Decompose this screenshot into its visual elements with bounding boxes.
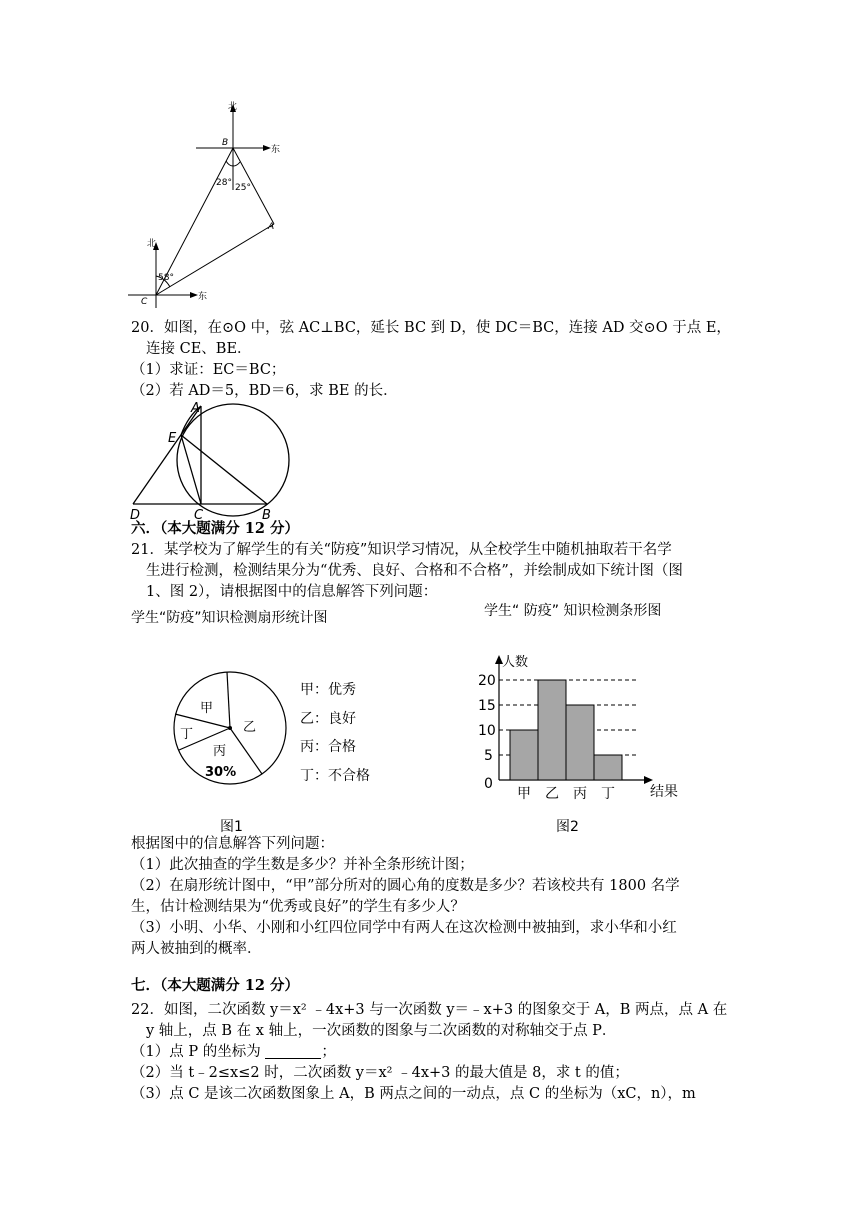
q20-line2: 连接 CE、BE． bbox=[146, 341, 252, 357]
angle-25-label: 25° bbox=[235, 183, 251, 193]
legend-ding: 丁：不合格 bbox=[300, 767, 370, 784]
q21-part1: （1）此次抽查的学生数是多少？并补全条形统计图； bbox=[131, 857, 474, 873]
east-arrow-top bbox=[263, 145, 271, 151]
east-label-top: 东 bbox=[271, 145, 281, 155]
point-c-label: C bbox=[141, 297, 148, 307]
label-a: A bbox=[191, 401, 200, 416]
q22-part2: （2）当 t﹣2≤x≤2 时，二次函数 y＝x² ﹣4x+3 的最大值是 8，求 t 的值； bbox=[131, 1065, 629, 1081]
q21-line2: 生进行检测，检测结果分为“优秀、良好、合格和不合格”，并绘制成如下统计图（图 bbox=[146, 563, 683, 579]
pie-label-jia: 甲 bbox=[200, 701, 214, 716]
q21-line1: 21．某学校为了解学生的有关“防疫”知识学习情况，从全校学生中随机抽取若干名学 bbox=[131, 542, 672, 558]
bearing-figure bbox=[120, 96, 290, 310]
circle-figure bbox=[128, 398, 298, 522]
label-d: D bbox=[130, 508, 141, 522]
y-tick-label: 15 bbox=[478, 698, 496, 714]
angle-58-label: 58° bbox=[158, 273, 174, 283]
q22-part1-end: ； bbox=[321, 1044, 336, 1060]
label-c: C bbox=[194, 508, 204, 522]
q22-part1 bbox=[131, 1042, 336, 1062]
point-b-label: B bbox=[222, 138, 229, 148]
q21-line3: 1、图 2），请根据图中的信息解答下列问题： bbox=[146, 584, 438, 600]
fig1-caption: 图1 bbox=[220, 819, 243, 835]
q21-part3a: （3）小明、小华、小刚和小红四位同学中有两人在这次检测中被抽到，求小华和小红 bbox=[131, 920, 677, 936]
bar-0 bbox=[510, 730, 538, 780]
pie-center bbox=[228, 726, 232, 730]
pie-legend bbox=[300, 676, 370, 790]
bar-1 bbox=[538, 680, 566, 780]
pie-label-yi: 乙 bbox=[243, 720, 257, 735]
q21-part3b: 两人被抽到的概率． bbox=[131, 941, 262, 957]
q20-line1: 20．如图，在⊙O 中，弦 AC⊥BC，延长 BC 到 D，使 DC＝BC，连接 AD 交⊙O 于点 E， bbox=[131, 320, 731, 336]
q22-part3: （3）点 C 是该二次函数图象上 A，B 两点之间的一动点，点 C 的坐标为（xC，n），m bbox=[131, 1086, 696, 1102]
bar-chart-title: 学生“ 防疫” 知识检测条形图 bbox=[484, 603, 662, 619]
legend-yi: 乙：良好 bbox=[300, 710, 356, 727]
legend-bing: 丙：合格 bbox=[300, 739, 356, 755]
pie-chart-title: 学生“防疫”知识检测扇形统计图 bbox=[131, 610, 328, 626]
north-label-bottom: 北 bbox=[147, 239, 157, 249]
section7-heading: 七．（本大题满分 12 分） bbox=[131, 977, 300, 994]
pie-label-pct: 30% bbox=[205, 765, 237, 780]
q22-line2: y 轴上，点 B 在 x 轴上，一次函数的图象与二次函数的对称轴交于点 P． bbox=[146, 1023, 617, 1039]
y-axis-label: 人数 bbox=[502, 655, 529, 670]
q22-line1: 22．如图，二次函数 y＝x² ﹣4x+3 与一次函数 y＝﹣x+3 的图象交于 A，B 两点，点 A 在 bbox=[131, 1002, 728, 1018]
east-label-bottom: 东 bbox=[198, 292, 208, 302]
q20-part1: （1）求证：EC＝BC； bbox=[131, 362, 286, 378]
y-tick-label: 5 bbox=[484, 748, 493, 764]
pie-label-ding: 丁 bbox=[180, 727, 194, 742]
north-label-top: 北 bbox=[228, 102, 238, 112]
label-b: B bbox=[262, 508, 271, 522]
q21-after: 根据图中的信息解答下列问题： bbox=[131, 836, 334, 852]
bar-3 bbox=[594, 755, 622, 780]
pie-label-bing: 丙 bbox=[213, 744, 227, 759]
x-tick-label: 丙 bbox=[573, 786, 587, 802]
pie-divider-4 bbox=[175, 714, 230, 728]
pie-divider-1 bbox=[227, 672, 230, 728]
y-tick-label: 10 bbox=[478, 723, 496, 739]
q22-part1-text: （1）点 P 的坐标为 bbox=[131, 1044, 261, 1060]
fig2-caption: 图2 bbox=[556, 819, 579, 835]
y-tick-label: 20 bbox=[478, 673, 496, 689]
label-e: E bbox=[168, 431, 177, 446]
section6-heading: 六．（本大题满分 12 分） bbox=[131, 520, 300, 537]
east-arrow-bottom bbox=[190, 292, 198, 298]
angle-28-label: 28° bbox=[216, 178, 232, 188]
x-tick-label: 乙 bbox=[545, 786, 559, 802]
answer-blank[interactable] bbox=[265, 1044, 321, 1059]
legend-jia: 甲：优秀 bbox=[300, 682, 356, 698]
bar-2 bbox=[566, 705, 594, 780]
q21-part2a: （2）在扇形统计图中，“甲”部分所对的圆心角的度数是多少？若该校共有 1800 名学 bbox=[131, 878, 680, 894]
q20-part2: （2）若 AD＝5，BD＝6，求 BE 的长． bbox=[131, 383, 398, 399]
point-a-label: A bbox=[268, 222, 275, 232]
pie-chart bbox=[170, 668, 290, 788]
x-axis-label: 结果 bbox=[650, 784, 678, 800]
q21-part2b: 生，估计检测结果为“优秀或良好”的学生有多少人？ bbox=[131, 899, 465, 915]
x-tick-label: 丁 bbox=[601, 786, 615, 802]
circle-o bbox=[177, 404, 289, 516]
y-tick-label: 0 bbox=[484, 776, 493, 792]
x-tick-label: 甲 bbox=[517, 786, 531, 802]
